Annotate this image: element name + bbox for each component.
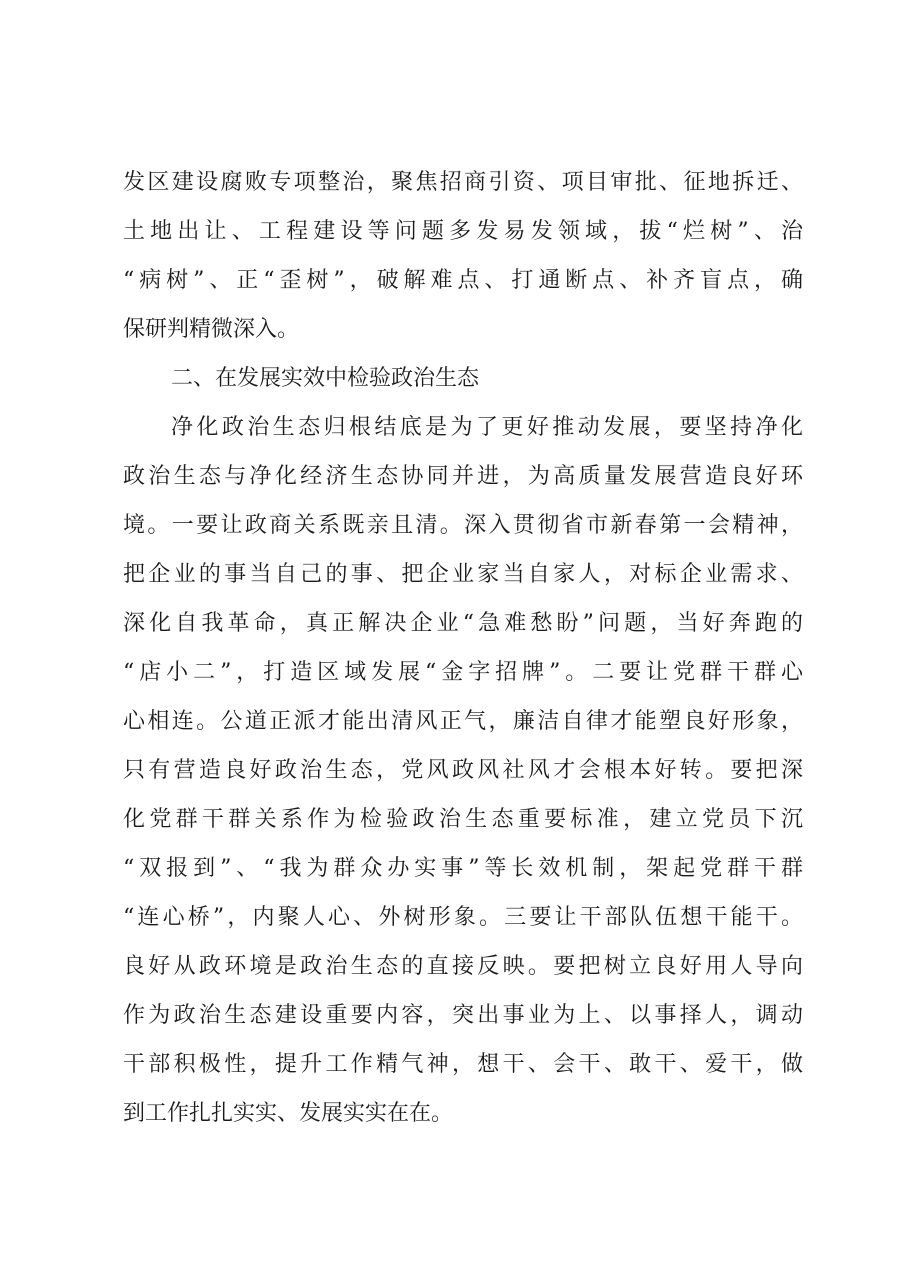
- text-line-2: 土地出让、工程建设等问题多发易发领域，拔“烂树”、治: [123, 219, 803, 244]
- text-line-19: 干部积极性，提升工作精气神，想干、会干、敢干、爱干，做: [123, 1052, 803, 1077]
- text-line-4: 保研判精微深入。: [123, 317, 300, 342]
- text-line-14: 化党群干群关系作为检验政治生态重要标准，建立党员下沉: [123, 807, 803, 832]
- text-line-9: 把企业的事当自己的事、把企业家当自家人，对标企业需求、: [123, 562, 803, 587]
- text-line-12: 心相连。公道正派才能出清风正气，廉洁自律才能塑良好形象，: [123, 709, 803, 734]
- text-line-13: 只有营造良好政治生态，党风政风社风才会根本好转。要把深: [123, 758, 803, 783]
- text-line-10: 深化自我革命，真正解决企业“急难愁盼”问题，当好奔跑的: [123, 611, 803, 636]
- document-body: [123, 158, 803, 1138]
- text-line-3: “病树”、正“歪树”，破解难点、打通断点、补齐盲点，确: [123, 268, 803, 293]
- text-line-11: “店小二”，打造区域发展“金字招牌”。二要让党群干群心: [123, 660, 803, 685]
- text-line-16: “连心桥”，内聚人心、外树形象。三要让干部队伍想干能干。: [123, 905, 803, 930]
- text-line-7: 政治生态与净化经济生态协同并进，为高质量发展营造良好环: [123, 464, 803, 489]
- text-line-17: 良好从政环境是政治生态的直接反映。要把树立良好用人导向: [123, 954, 803, 979]
- section-heading: 二、在发展实效中检验政治生态: [171, 366, 480, 391]
- text-line-1: 发区建设腐败专项整治，聚焦招商引资、项目审批、征地拆迁、: [123, 170, 803, 195]
- text-line-15: “双报到”、“我为群众办实事”等长效机制，架起党群干群: [123, 856, 803, 881]
- text-line-18: 作为政治生态建设重要内容，突出事业为上、以事择人，调动: [123, 1003, 803, 1028]
- text-line-20: 到工作扎扎实实、发展实实在在。: [123, 1101, 454, 1126]
- text-line-6: 净化政治生态归根结底是为了更好推动发展，要坚持净化: [171, 415, 803, 440]
- text-line-8: 境。一要让政商关系既亲且清。深入贯彻省市新春第一会精神，: [123, 513, 803, 538]
